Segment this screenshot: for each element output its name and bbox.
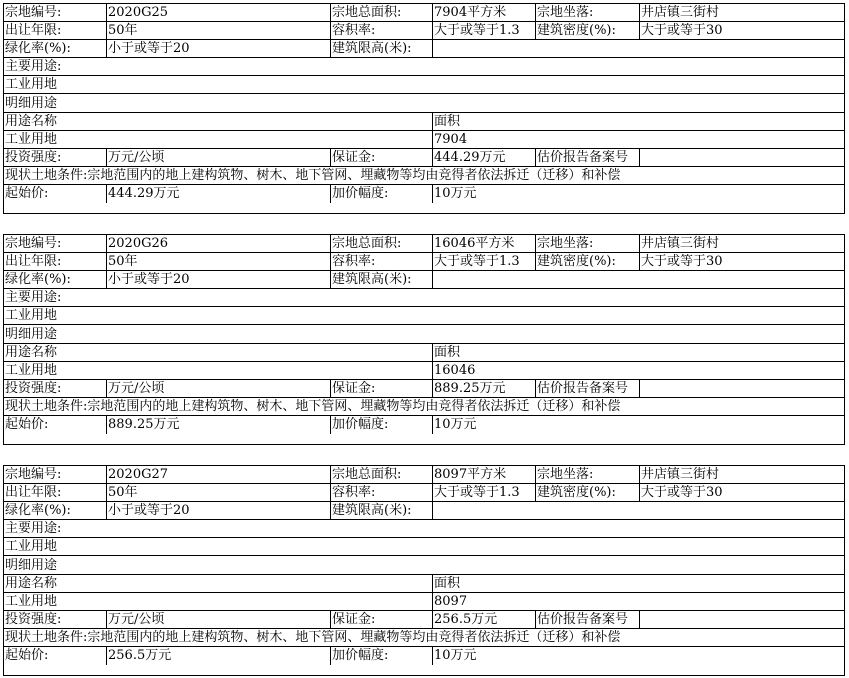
table-row: [4, 380, 844, 398]
table-row: [4, 289, 844, 307]
far-label: 容积率:: [330, 22, 432, 39]
invest-value: 万元/公顷: [106, 380, 330, 397]
table-row: [4, 271, 844, 289]
term-label: 出让年限:: [5, 485, 62, 501]
table-row: [4, 575, 844, 593]
increment-label: 加价幅度:: [330, 647, 432, 665]
density-value: 大于或等于30: [639, 484, 844, 501]
use-name-header: 用途名称: [5, 344, 58, 360]
height-value: [432, 502, 844, 519]
table-row: [4, 4, 844, 22]
condition-row: [4, 167, 844, 184]
height-label: 建筑限高(米):: [330, 40, 432, 57]
parcel-table-2020G26: [3, 234, 845, 445]
location-label: 宗地坐落:: [535, 466, 639, 483]
table-row: [4, 557, 844, 575]
area-value: 16046: [432, 362, 844, 379]
table-row: [4, 58, 844, 76]
table-row: [4, 307, 844, 325]
condition-row: [4, 398, 844, 415]
parcel-no-label: 宗地编号:: [5, 5, 62, 20]
use-name-value: 工业用地: [5, 131, 58, 147]
start-price-label: 起始价:: [5, 417, 49, 432]
table-row: [4, 398, 844, 416]
area-value: 8097: [432, 593, 844, 610]
parcel-no-value: 2020G26: [106, 235, 330, 252]
table-row: [4, 149, 844, 167]
term-value: 50年: [106, 253, 330, 270]
table-row: [4, 344, 844, 362]
table-row: [4, 185, 844, 203]
table-row: [4, 76, 844, 94]
far-label: 容积率:: [330, 484, 432, 501]
green-value: 小于或等于20: [106, 502, 330, 519]
deposit-value: 889.25万元: [432, 380, 535, 397]
parcel-table-2020G27: [3, 465, 845, 676]
total-area-label: 宗地总面积:: [330, 4, 432, 21]
increment-value: 10万元: [432, 416, 844, 434]
total-area-label: 宗地总面积:: [330, 466, 432, 483]
use-name-header: 用途名称: [5, 575, 58, 591]
area-value: 7904: [432, 131, 844, 148]
density-value: 大于或等于30: [639, 22, 844, 39]
term-value: 50年: [106, 484, 330, 501]
table-row: [4, 235, 844, 253]
total-area-value: 8097平方米: [432, 466, 535, 483]
increment-label: 加价幅度:: [330, 185, 432, 203]
location-label: 宗地坐落:: [535, 4, 639, 21]
table-row: [4, 484, 844, 502]
table-row: [4, 95, 844, 113]
height-value: [432, 271, 844, 288]
total-area-value: 16046平方米: [432, 235, 535, 252]
invest-value: 万元/公顷: [106, 611, 330, 628]
invest-label: 投资强度:: [5, 380, 62, 396]
detail-use-label: 明细用途: [5, 557, 58, 573]
main-use-label: 主要用途:: [5, 290, 62, 306]
density-label: 建筑密度(%):: [535, 484, 639, 501]
deposit-label: 保证金:: [330, 149, 432, 166]
area-header: 面积: [432, 575, 844, 592]
location-value: 井店镇三街村: [639, 466, 844, 483]
main-use-value: 工业用地: [5, 77, 58, 93]
main-use-label: 主要用途:: [5, 59, 62, 75]
table-row: [4, 593, 844, 611]
start-price-value: 889.25万元: [106, 416, 330, 434]
location-value: 井店镇三街村: [639, 235, 844, 252]
increment-value: 10万元: [432, 185, 844, 203]
table-row: [4, 520, 844, 538]
table-row: [4, 113, 844, 131]
table-row: [4, 253, 844, 271]
increment-value: 10万元: [432, 647, 844, 665]
condition-value: 宗地范围内的地上建构筑物、树木、地下管网、埋藏物等均由竞得者依法拆迁（迁移）和补偿: [87, 398, 621, 414]
table-row: [4, 611, 844, 629]
parcel-no-label: 宗地编号:: [5, 467, 62, 482]
density-label: 建筑密度(%):: [535, 253, 639, 270]
start-price-value: 256.5万元: [106, 647, 330, 665]
condition-label: 现状土地条件:: [5, 629, 88, 645]
table-row: [4, 538, 844, 556]
table-row: [4, 629, 844, 647]
height-label: 建筑限高(米):: [330, 502, 432, 519]
report-value: [639, 380, 844, 397]
table-row: [4, 131, 844, 149]
density-value: 大于或等于30: [639, 253, 844, 270]
term-label: 出让年限:: [5, 254, 62, 270]
green-value: 小于或等于20: [106, 271, 330, 288]
parcel-no-value: 2020G25: [106, 4, 330, 21]
report-value: [639, 611, 844, 628]
deposit-label: 保证金:: [330, 380, 432, 397]
far-value: 大于或等于1.3: [432, 253, 535, 270]
location-value: 井店镇三街村: [639, 4, 844, 21]
far-label: 容积率:: [330, 253, 432, 270]
detail-use-label: 明细用途: [5, 95, 58, 111]
green-label: 绿化率(%):: [5, 41, 71, 57]
far-value: 大于或等于1.3: [432, 484, 535, 501]
height-label: 建筑限高(米):: [330, 271, 432, 288]
parcel-no-value: 2020G27: [106, 466, 330, 483]
parcel-no-label: 宗地编号:: [5, 236, 62, 251]
table-row: [4, 362, 844, 380]
table-row: [4, 22, 844, 40]
area-header: 面积: [432, 344, 844, 361]
table-row: [4, 40, 844, 58]
use-name-value: 工业用地: [5, 362, 58, 378]
table-row: [4, 502, 844, 520]
green-value: 小于或等于20: [106, 40, 330, 57]
green-label: 绿化率(%):: [5, 503, 71, 519]
deposit-value: 256.5万元: [432, 611, 535, 628]
condition-row: [4, 629, 844, 646]
condition-label: 现状土地条件:: [5, 398, 88, 414]
table-row: [4, 326, 844, 344]
use-name-header: 用途名称: [5, 113, 58, 129]
increment-label: 加价幅度:: [330, 416, 432, 434]
height-value: [432, 40, 844, 57]
green-label: 绿化率(%):: [5, 272, 71, 288]
main-use-value: 工业用地: [5, 539, 58, 555]
start-price-label: 起始价:: [5, 186, 49, 201]
detail-use-label: 明细用途: [5, 326, 58, 342]
table-row: [4, 416, 844, 434]
report-label: 估价报告备案号: [535, 149, 639, 166]
invest-label: 投资强度:: [5, 149, 62, 165]
term-value: 50年: [106, 22, 330, 39]
condition-label: 现状土地条件:: [5, 167, 88, 183]
report-label: 估价报告备案号: [535, 380, 639, 397]
table-row: [4, 466, 844, 484]
condition-value: 宗地范围内的地上建构筑物、树木、地下管网、埋藏物等均由竞得者依法拆迁（迁移）和补偿: [87, 629, 621, 645]
report-label: 估价报告备案号: [535, 611, 639, 628]
start-price-label: 起始价:: [5, 648, 49, 663]
invest-label: 投资强度:: [5, 611, 62, 627]
deposit-value: 444.29万元: [432, 149, 535, 166]
density-label: 建筑密度(%):: [535, 22, 639, 39]
deposit-label: 保证金:: [330, 611, 432, 628]
location-label: 宗地坐落:: [535, 235, 639, 252]
term-label: 出让年限:: [5, 23, 62, 39]
table-row: [4, 167, 844, 185]
total-area-label: 宗地总面积:: [330, 235, 432, 252]
use-name-value: 工业用地: [5, 593, 58, 609]
invest-value: 万元/公顷: [106, 149, 330, 166]
area-header: 面积: [432, 113, 844, 130]
table-row: [4, 647, 844, 665]
start-price-value: 444.29万元: [106, 185, 330, 203]
condition-value: 宗地范围内的地上建构筑物、树木、地下管网、埋藏物等均由竞得者依法拆迁（迁移）和补偿: [87, 167, 621, 183]
report-value: [639, 149, 844, 166]
total-area-value: 7904平方米: [432, 4, 535, 21]
main-use-value: 工业用地: [5, 308, 58, 324]
parcel-table-2020G25: [3, 3, 845, 214]
far-value: 大于或等于1.3: [432, 22, 535, 39]
main-use-label: 主要用途:: [5, 521, 62, 537]
